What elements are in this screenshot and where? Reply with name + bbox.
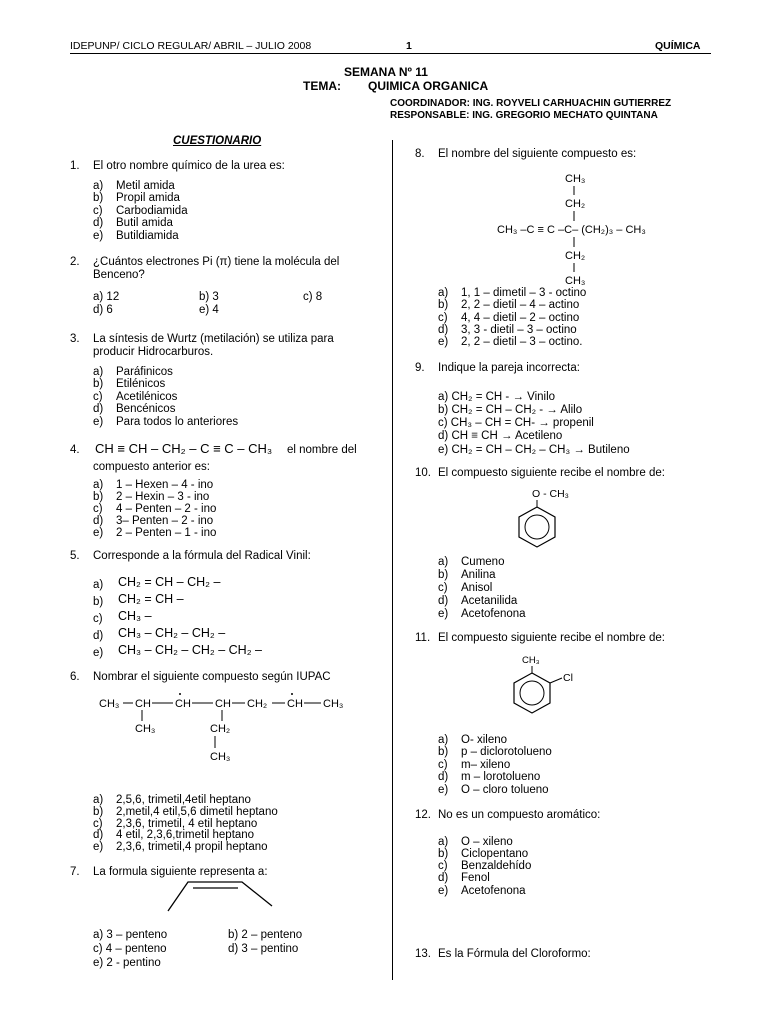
question-text-cont: producir Hidrocarburos. <box>93 346 214 358</box>
option: e) 4 <box>199 304 219 316</box>
svg-text:CH₃: CH₃ <box>99 698 120 710</box>
question-text: Indique la pareja incorrecta: <box>438 362 580 374</box>
option-formula: CH₃ – CH₂ – CH₂ – <box>118 626 226 640</box>
svg-text:CH₂: CH₂ <box>210 723 231 735</box>
question-text: El compuesto siguiente recibe el nombre de: <box>438 467 665 479</box>
option: b) 2 – penteno <box>228 929 303 941</box>
question-number: 6. <box>70 671 80 683</box>
question-text: No es un compuesto aromático: <box>438 809 601 821</box>
question-number: 12. <box>415 809 431 821</box>
question-text: El nombre del siguiente compuesto es: <box>438 148 637 160</box>
svg-text:CH₃ –C ≡ C –C– (CH₂)₃ – CH₃: CH₃ –C ≡ C –C– (CH₂)₃ – CH₃ <box>497 224 646 236</box>
svg-text:CH: CH <box>175 698 191 710</box>
option: a) 12 <box>93 291 120 303</box>
svg-text:CH: CH <box>215 698 231 710</box>
option: a) CH₂ = CH - → Vinilo <box>438 391 556 403</box>
tema-label: TEMA: <box>303 79 341 93</box>
question-number: 9. <box>415 362 425 374</box>
header-rule <box>70 53 711 54</box>
cuestionario-heading: CUESTIONARIO <box>173 135 262 147</box>
option-letter: c) <box>93 613 103 625</box>
option-formula: CH₃ – <box>118 609 152 623</box>
option-formula: CH₃ – CH₂ – CH₂ – CH₂ – <box>118 643 262 657</box>
option: d) 3 – pentino <box>228 943 299 955</box>
question-text: ¿Cuántos electrones Pi (π) tiene la molécula del <box>93 256 340 268</box>
option: a) 3 – penteno <box>93 929 168 941</box>
option: e) 2 - pentino <box>93 957 161 969</box>
svg-text:CH: CH <box>135 698 151 710</box>
svg-text:CH₃: CH₃ <box>522 655 540 666</box>
question-number: 8. <box>415 148 425 160</box>
svg-text:CH₃: CH₃ <box>565 275 586 287</box>
question-number: 2. <box>70 256 80 268</box>
option: d) CH ≡ CH → Acetileno <box>438 430 563 442</box>
option-letter: a) <box>93 579 104 591</box>
page-number: 1 <box>406 40 412 52</box>
question-text: Es la Fórmula del Cloroformo: <box>438 948 591 960</box>
question-number: 1. <box>70 160 80 172</box>
q11-chlorotoluene-structure <box>505 651 615 723</box>
option: c) 4 – penteno <box>93 943 167 955</box>
svg-text:CH₃: CH₃ <box>323 698 344 710</box>
question-number: 5. <box>70 550 80 562</box>
svg-text:CH₃: CH₃ <box>210 751 231 763</box>
question-text: Nombrar el siguiente compuesto según IUPAC <box>93 671 331 683</box>
q7-skeletal-formula <box>160 876 280 916</box>
option: c) CH₃ – CH = CH- → propenil <box>438 417 594 429</box>
q6-structure <box>95 690 375 770</box>
question-text-cont: Benceno? <box>93 269 145 281</box>
option-letter: d) <box>93 630 104 642</box>
option: c) 8 <box>303 291 323 303</box>
q10-anisole-structure <box>505 484 615 554</box>
question-number: 7. <box>70 866 80 878</box>
svg-text:Cl: Cl <box>563 672 573 684</box>
svg-text:CH₃: CH₃ <box>135 723 156 735</box>
q4-formula: CH ≡ CH – CH₂ – C ≡ C – CH₃ <box>95 441 273 456</box>
question-number: 13. <box>415 948 431 960</box>
svg-text:CH₂: CH₂ <box>565 198 586 210</box>
q8-structure <box>495 170 675 288</box>
responsable: RESPONSABLE: ING. GREGORIO MECHATO QUINTANA <box>390 110 658 121</box>
question-text: El otro nombre químico de la urea es: <box>93 160 285 172</box>
question-text: el nombre del <box>287 444 357 456</box>
tema-title: QUIMICA ORGANICA <box>368 79 489 93</box>
question-number: 3. <box>70 333 80 345</box>
option-letter: b) <box>93 596 104 608</box>
header-right: QUÍMICA <box>655 40 701 52</box>
header-left: IDEPUNP/ CICLO REGULAR/ ABRIL – JULIO 2008 <box>70 40 312 52</box>
option: d) 6 <box>93 304 113 316</box>
question-text-cont: compuesto anterior es: <box>93 461 210 473</box>
svg-text:CH: CH <box>287 698 303 710</box>
option: e) CH₂ = CH – CH₂ – CH₃ → Butileno <box>438 444 630 456</box>
question-number: 11. <box>415 632 431 644</box>
option: b) CH₂ = CH – CH₂ - → Alilo <box>438 404 583 416</box>
column-separator <box>392 140 393 980</box>
svg-text:O - CH₃: O - CH₃ <box>532 488 569 500</box>
coordinador: COORDINADOR: ING. ROYVELI CARHUACHIN GUTIERREZ <box>390 98 672 109</box>
option-formula: CH₂ = CH – <box>118 592 184 606</box>
svg-text:CH₂: CH₂ <box>247 698 268 710</box>
question-text: Corresponde a la fórmula del Radical Vinil: <box>93 550 311 562</box>
option-letter: e) <box>93 647 104 659</box>
svg-text:CH₃: CH₃ <box>565 173 586 185</box>
question-number: 10. <box>415 467 431 479</box>
question-text: La formula siguiente representa a: <box>93 866 268 878</box>
question-number: 4. <box>70 444 80 456</box>
question-text: El compuesto siguiente recibe el nombre de: <box>438 632 665 644</box>
option-formula: CH₂ = CH – CH₂ – <box>118 575 221 589</box>
svg-text:CH₂: CH₂ <box>565 250 586 262</box>
semana-title: SEMANA Nº 11 <box>344 65 428 79</box>
question-text: La síntesis de Wurtz (metilación) se utiliza para <box>93 333 334 345</box>
option: b) 3 <box>199 291 219 303</box>
